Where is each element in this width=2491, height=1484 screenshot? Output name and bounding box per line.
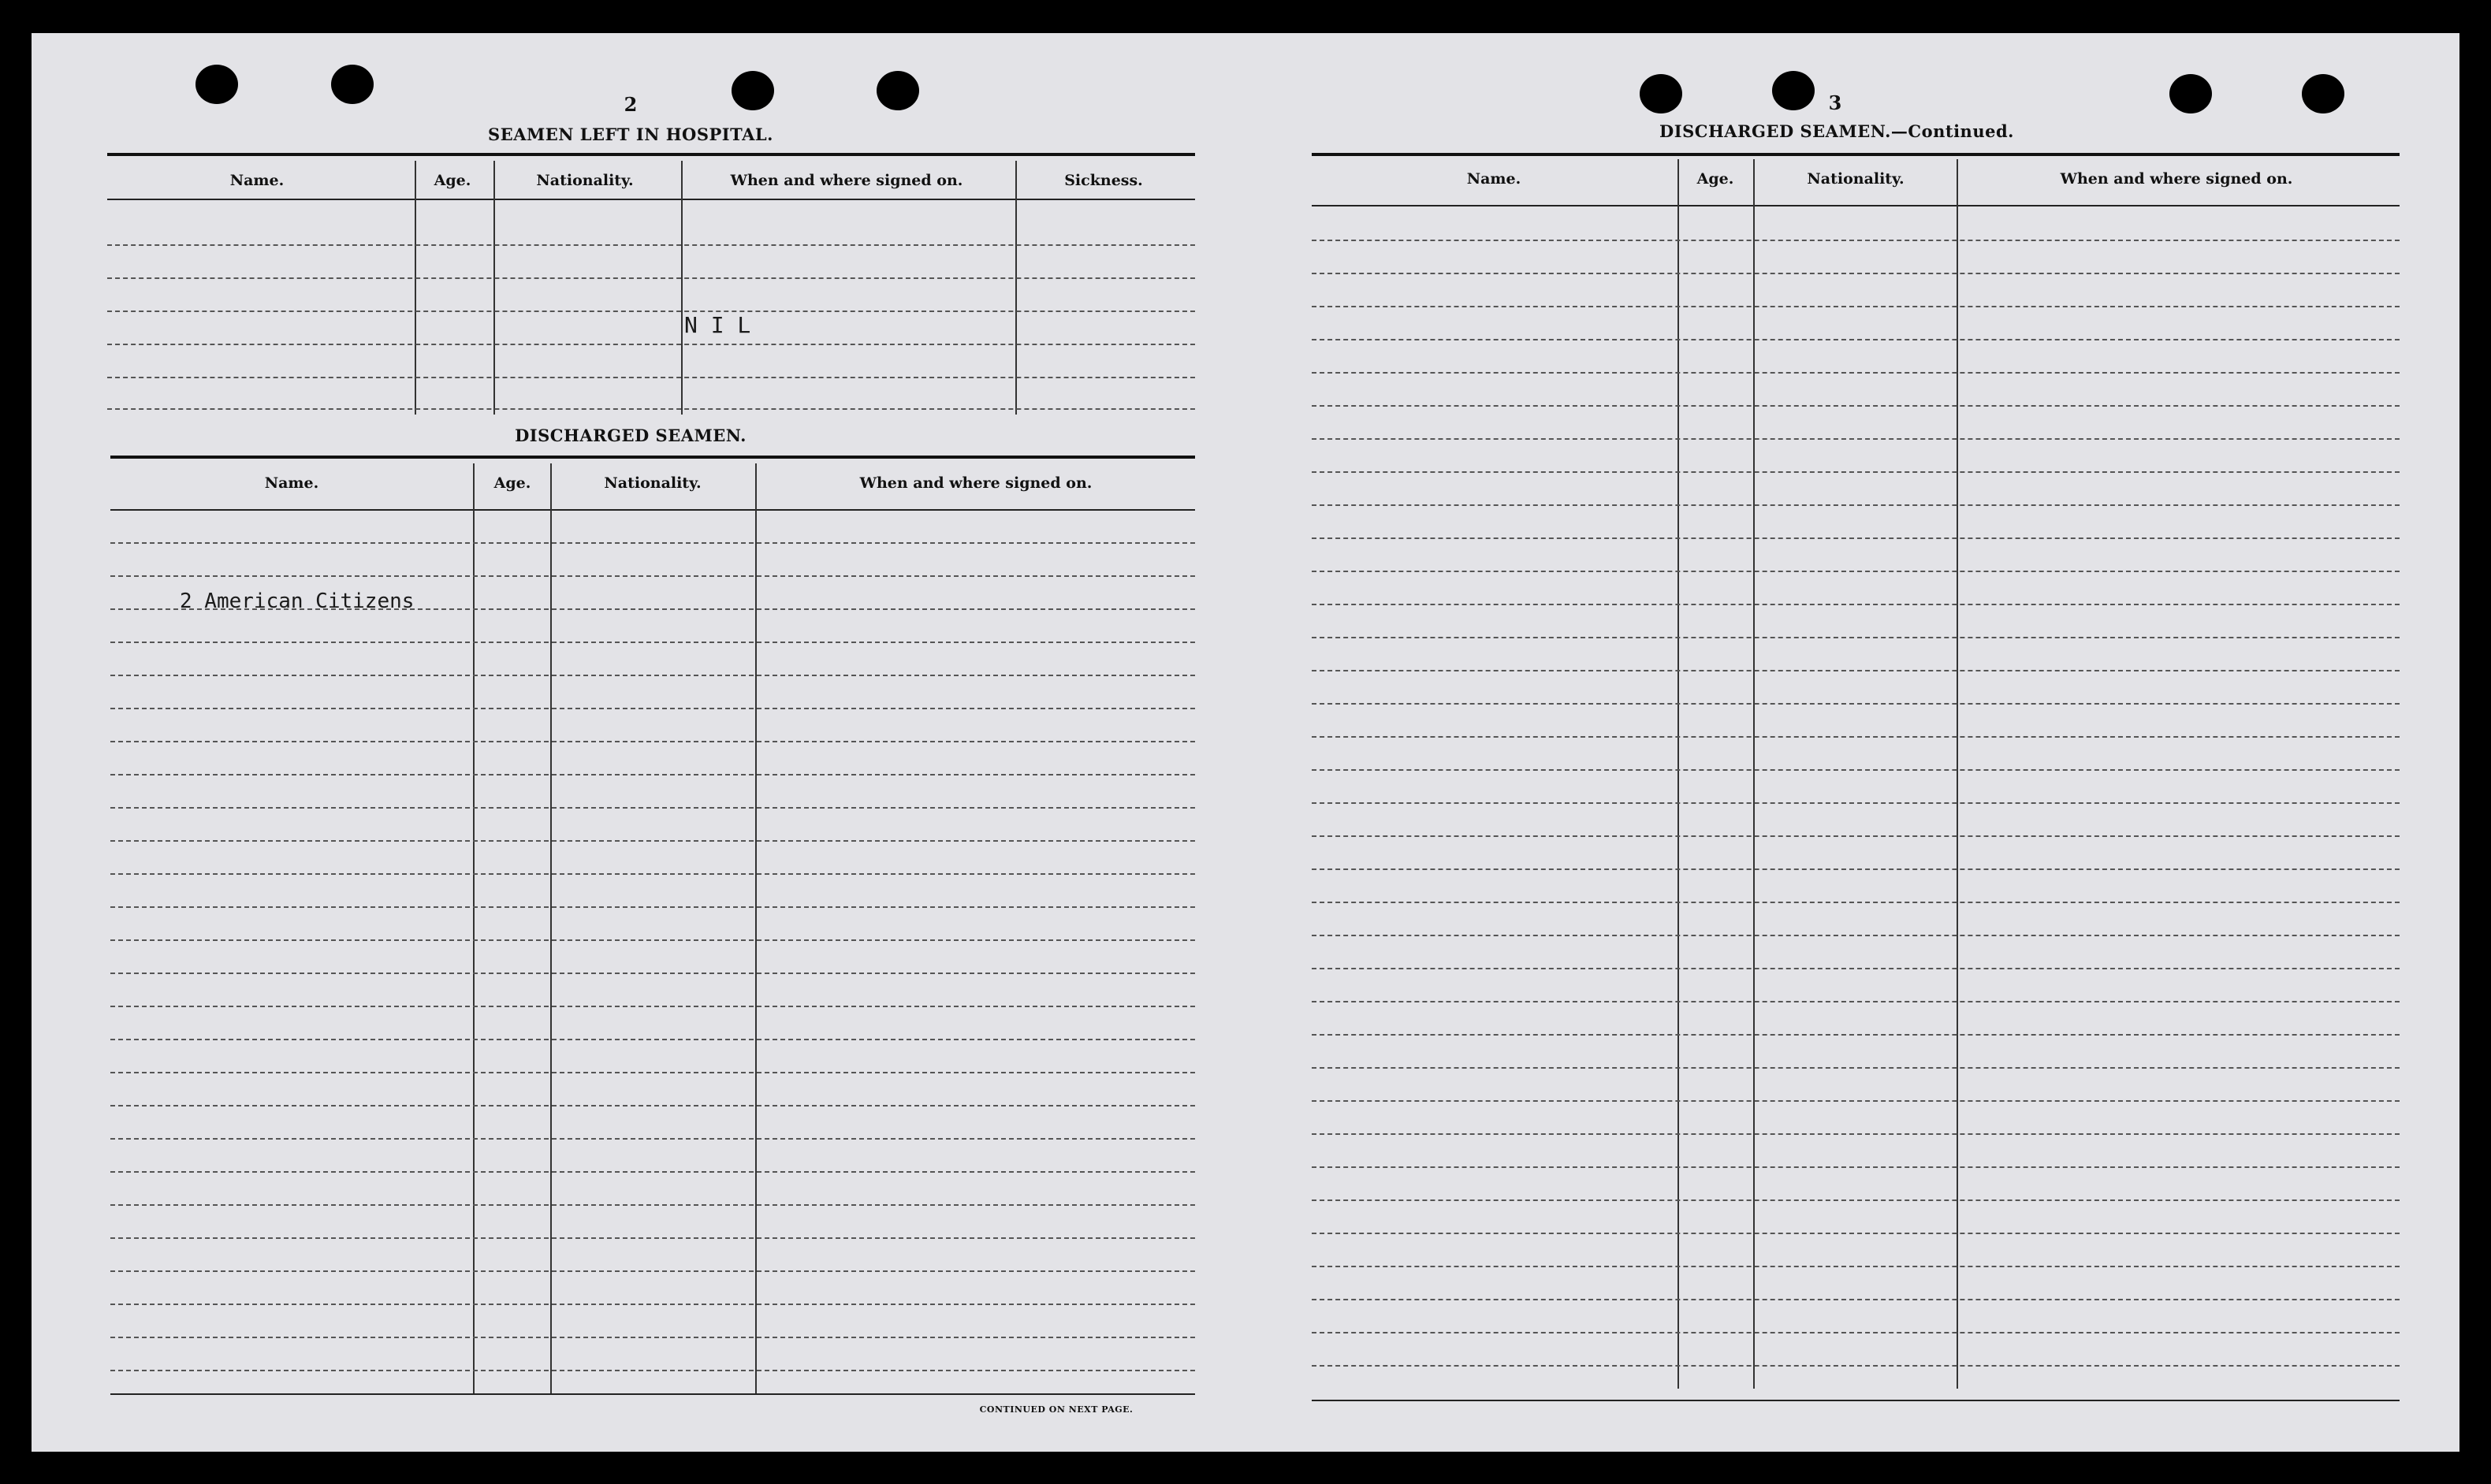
discharged-row-line bbox=[110, 840, 1195, 842]
right-row-line bbox=[1312, 736, 2400, 738]
right-row-line bbox=[1312, 902, 2400, 903]
discharged-col-divider bbox=[473, 463, 475, 1393]
right-row-line bbox=[1312, 1299, 2400, 1300]
right-row-line bbox=[1312, 571, 2400, 572]
discharged-row-line bbox=[110, 873, 1195, 875]
discharged-entry: 2 American Citizens bbox=[180, 590, 415, 613]
hospital-header-rule bbox=[107, 199, 1195, 200]
discharged-row-line bbox=[110, 939, 1195, 941]
right-row-line bbox=[1312, 537, 2400, 539]
discharged-row-line bbox=[110, 1304, 1195, 1305]
discharged-col-divider bbox=[550, 463, 552, 1393]
discharged-row-line bbox=[110, 1138, 1195, 1140]
punch-hole bbox=[2169, 74, 2212, 113]
hospital-row-line bbox=[107, 311, 1195, 312]
right-row-line bbox=[1312, 935, 2400, 936]
right-col-nationality: Nationality. bbox=[1807, 170, 1905, 188]
right-col-signed-on: When and where signed on. bbox=[2060, 170, 2293, 188]
hospital-col-sickness: Sickness. bbox=[1064, 172, 1143, 189]
punch-hole bbox=[195, 65, 238, 104]
right-row-line bbox=[1312, 637, 2400, 638]
right-row-line bbox=[1312, 835, 2400, 837]
right-row-line bbox=[1312, 968, 2400, 969]
punch-hole bbox=[1640, 74, 1682, 113]
right-row-line bbox=[1312, 604, 2400, 605]
right-row-line bbox=[1312, 1199, 2400, 1201]
hospital-row-line bbox=[107, 277, 1195, 279]
discharged-row-line bbox=[110, 1039, 1195, 1040]
discharged-row-line bbox=[110, 1204, 1195, 1206]
discharged-row-line bbox=[110, 708, 1195, 709]
discharged-row-line bbox=[110, 1270, 1195, 1272]
discharged-row-line bbox=[110, 675, 1195, 676]
hospital-col-age: Age. bbox=[434, 172, 471, 189]
discharged-row-line bbox=[110, 1105, 1195, 1106]
discharged-table-bottom-rule bbox=[110, 1393, 1195, 1395]
right-row-line bbox=[1312, 670, 2400, 671]
right-col-divider bbox=[1957, 159, 1958, 1389]
hospital-row-line bbox=[107, 344, 1195, 345]
punch-hole bbox=[331, 65, 374, 104]
right-row-line bbox=[1312, 1001, 2400, 1002]
right-row-line bbox=[1312, 769, 2400, 771]
discharged-row-line bbox=[110, 973, 1195, 974]
hospital-row-line bbox=[107, 408, 1195, 410]
right-row-line bbox=[1312, 240, 2400, 241]
discharged-col-signed-on: When and where signed on. bbox=[859, 474, 1093, 492]
right-header-rule bbox=[1312, 205, 2400, 206]
discharged-table-top-rule bbox=[110, 456, 1195, 459]
discharged-row-line bbox=[110, 1072, 1195, 1073]
left-page-number: 2 bbox=[624, 93, 638, 116]
right-row-line bbox=[1312, 471, 2400, 473]
right-col-divider bbox=[1753, 159, 1755, 1389]
punch-hole bbox=[732, 71, 774, 110]
discharged-row-line bbox=[110, 642, 1195, 643]
discharged-row-line bbox=[110, 807, 1195, 809]
right-table-bottom-rule bbox=[1312, 1400, 2400, 1401]
right-col-age: Age. bbox=[1696, 170, 1734, 188]
right-row-line bbox=[1312, 438, 2400, 440]
right-row-line bbox=[1312, 1034, 2400, 1036]
discharged-section-title: DISCHARGED SEAMEN. bbox=[515, 426, 747, 445]
discharged-row-line bbox=[110, 1171, 1195, 1173]
right-row-line bbox=[1312, 1332, 2400, 1333]
right-row-line bbox=[1312, 405, 2400, 407]
discharged-col-age: Age. bbox=[493, 474, 531, 492]
punch-hole bbox=[877, 71, 919, 110]
discharged-row-line bbox=[110, 741, 1195, 742]
hospital-col-nationality: Nationality. bbox=[536, 172, 634, 189]
right-table-top-rule bbox=[1312, 153, 2400, 156]
right-row-line bbox=[1312, 1067, 2400, 1069]
discharged-col-name: Name. bbox=[264, 474, 319, 492]
discharged-col-divider bbox=[755, 463, 757, 1393]
right-col-name: Name. bbox=[1466, 170, 1521, 188]
discharged-row-line bbox=[110, 774, 1195, 775]
discharged-header-rule bbox=[110, 509, 1195, 511]
discharged-row-line bbox=[110, 1237, 1195, 1239]
right-row-line bbox=[1312, 802, 2400, 804]
right-row-line bbox=[1312, 372, 2400, 374]
right-row-line bbox=[1312, 1266, 2400, 1267]
hospital-section-title: SEAMEN LEFT IN HOSPITAL. bbox=[488, 125, 773, 144]
right-row-line bbox=[1312, 1100, 2400, 1102]
discharged-row-line bbox=[110, 1006, 1195, 1007]
hospital-table-top-rule bbox=[107, 153, 1195, 156]
right-row-line bbox=[1312, 703, 2400, 705]
right-row-line bbox=[1312, 868, 2400, 870]
discharged-row-line bbox=[110, 1337, 1195, 1338]
right-row-line bbox=[1312, 339, 2400, 340]
document-sheet bbox=[32, 33, 2459, 1452]
punch-hole bbox=[2302, 74, 2344, 113]
discharged-row-line bbox=[110, 575, 1195, 577]
hospital-row-line bbox=[107, 244, 1195, 246]
right-col-divider bbox=[1677, 159, 1679, 1389]
hospital-nil-entry: N I L bbox=[684, 312, 751, 338]
discharged-row-line bbox=[110, 542, 1195, 544]
right-page-number: 3 bbox=[1828, 91, 1842, 114]
right-row-line bbox=[1312, 273, 2400, 274]
right-row-line bbox=[1312, 504, 2400, 506]
discharged-row-line bbox=[110, 906, 1195, 908]
right-row-line bbox=[1312, 1133, 2400, 1135]
discharged-row-line bbox=[110, 1370, 1195, 1371]
hospital-col-name: Name. bbox=[229, 172, 285, 189]
right-section-title: DISCHARGED SEAMEN.—Continued. bbox=[1659, 121, 2014, 141]
right-row-line bbox=[1312, 1166, 2400, 1168]
hospital-col-signed-on: When and where signed on. bbox=[730, 172, 963, 189]
hospital-row-line bbox=[107, 377, 1195, 378]
punch-hole bbox=[1772, 71, 1815, 110]
right-row-line bbox=[1312, 1233, 2400, 1234]
right-row-line bbox=[1312, 1365, 2400, 1367]
right-row-line bbox=[1312, 306, 2400, 307]
discharged-col-nationality: Nationality. bbox=[604, 474, 702, 492]
continued-note: CONTINUED ON NEXT PAGE. bbox=[979, 1404, 1134, 1415]
